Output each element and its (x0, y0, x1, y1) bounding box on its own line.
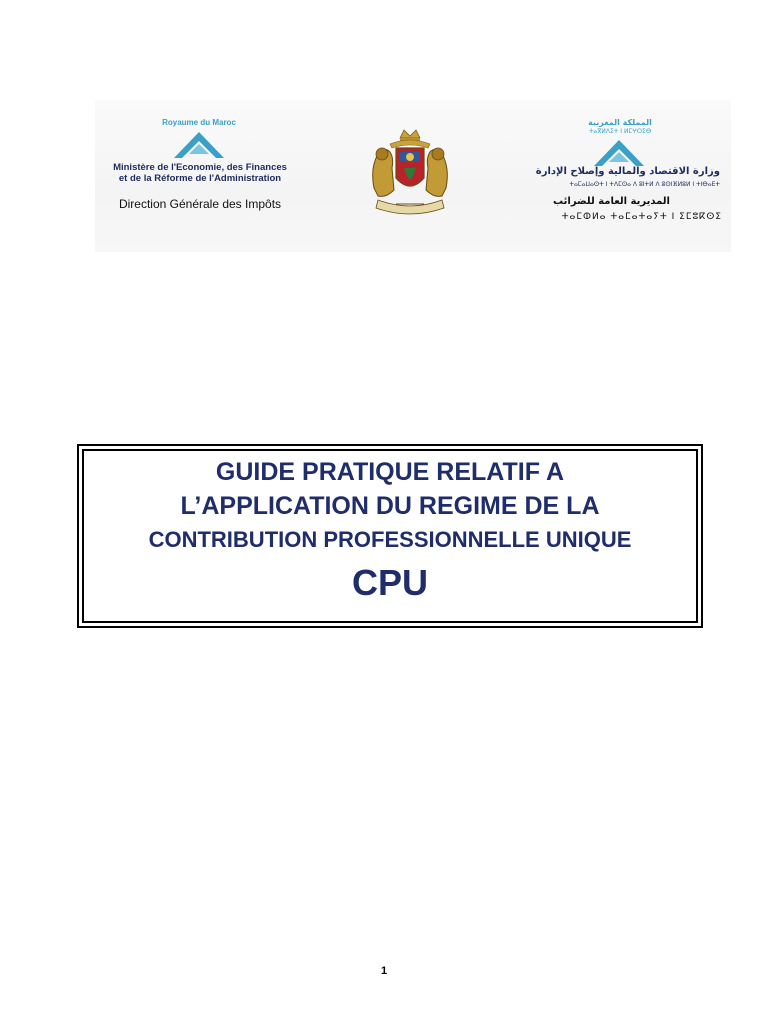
dgi-logo-french (105, 118, 295, 218)
title-box-inner (82, 449, 698, 623)
ministry-name-ar: وزارة الاقتصاد والمالية وإصلاح الإدارة (535, 166, 720, 177)
ministry-name-fr (105, 162, 295, 184)
title-line-3: CONTRIBUTION PROFESSIONNELLE UNIQUE (148, 527, 632, 552)
ministry-line-2: et de la Réforme de l'Administration (118, 173, 282, 184)
dgi-logo-arabic (510, 118, 725, 228)
directorate-name-ar: المديرية العامة للضرائب (553, 196, 670, 207)
ministry-name-tifinagh: ⵜⴰⵎⴰⵡⴰⵙⵜ ⵏ ⵜⴷⵎⵙⴰ ⴷ ⵓⵏⵜⵍ ⴷ ⵓⵙⵏⴼⵍⵓⵍ ⵏ ⵜⵏⴱⴰⴹⵜ (569, 181, 720, 188)
kingdom-label-ar: المملكة المغربية (588, 118, 652, 127)
directorate-name-tifinagh: ⵜⴰⵎⵀⵍⴰ ⵜⴰⵎⴰⵜⴰⵢⵜ ⵏ ⵉⵎⵓⴽⵙⵉ (561, 212, 722, 222)
title-acronym: CPU (351, 562, 428, 603)
page-number: 1 (380, 965, 388, 977)
roof-emblem-icon (592, 138, 646, 168)
roof-emblem-icon (172, 130, 226, 160)
title-line-2: L’APPLICATION DU REGIME DE LA (180, 492, 600, 520)
title-box (77, 444, 703, 628)
title-line-1: GUIDE PRATIQUE RELATIF A (215, 458, 565, 486)
directorate-name-fr: Direction Générale des Impôts (118, 197, 282, 211)
kingdom-label-tifinagh: ⵜⴰⴳⵍⴷⵉⵜ ⵏ ⵍⵎⵖⵔⵉⴱ (588, 128, 652, 135)
coat-of-arms-icon (360, 128, 460, 218)
ministry-line-1: Ministère de l'Economie, des Finances (113, 162, 287, 173)
kingdom-label-fr: Royaume du Maroc (162, 118, 236, 127)
